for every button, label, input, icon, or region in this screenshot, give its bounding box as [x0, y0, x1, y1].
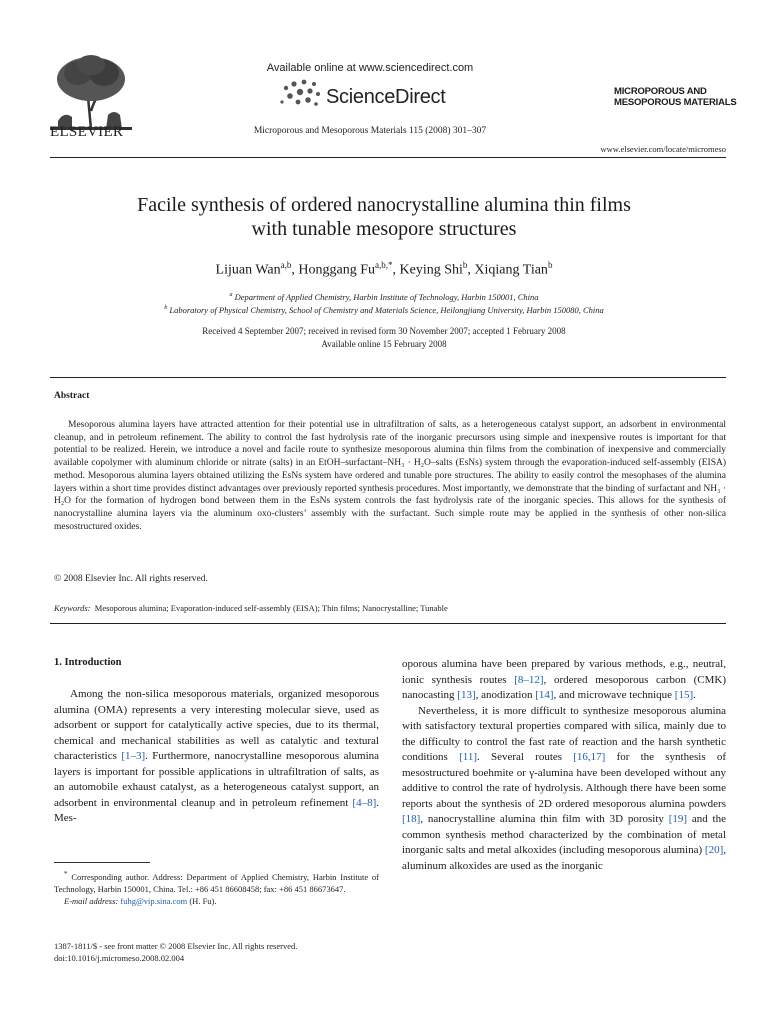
keywords-line: [54, 603, 726, 613]
issn-front-matter: 1387-1811/$ - see front matter © 2008 Elsevier Inc. All rights reserved.: [54, 941, 298, 951]
article-title-line: with tunable mesopore structures: [251, 218, 517, 240]
citation-link[interactable]: [19]: [668, 813, 688, 825]
body-text: . Several routes: [476, 751, 574, 763]
affiliation-text: Laboratory of Physical Chemistry, School of Chemistry and Materials Science, Heilongjiang University, Harbin 150080, China: [169, 305, 604, 315]
author-separator: ,: [392, 262, 400, 278]
author-affiliation-mark: b: [462, 260, 468, 270]
keywords-list: Mesoporous alumina; Evaporation-induced self-assembly (EISA); Thin films; Nanocrystalline; Tunable: [94, 603, 448, 613]
email-suffix: (H. Fu).: [187, 895, 217, 906]
footnote-divider: [54, 862, 150, 863]
journal-title-line: MICROPOROUS AND: [614, 86, 707, 97]
body-text: Among the non-silica mesoporous materials, organized mesoporous alumina (OMA) represents a very interesting molecular sieve, used as adsorbent or support for catalytically active species, due to its thermal, chemical and mechanical stabilities as well as catalytic and textural characteristics: [54, 688, 379, 762]
citation-link[interactable]: [4–8]: [352, 796, 377, 809]
publisher-name: ELSEVIER: [50, 124, 124, 140]
author-affiliation-mark: a,b,*: [375, 260, 393, 270]
affiliation-mark: b: [164, 305, 168, 312]
citation-link[interactable]: [11]: [459, 751, 477, 763]
citation-link[interactable]: [18]: [402, 813, 421, 825]
citation-link[interactable]: [20]: [704, 844, 724, 856]
keywords-label: Keywords:: [54, 603, 91, 613]
available-online-text[interactable]: Available online at www.sciencedirect.com: [266, 62, 474, 74]
affiliation-mark: a: [229, 292, 233, 299]
article-title-line: Facile synthesis of ordered nanocrystalline alumina thin films: [137, 194, 631, 216]
section-heading-introduction: 1. Introduction: [54, 657, 122, 668]
footnote-text: Corresponding author. Address: Department of Applied Chemistry, Harbin Institute of Technology, Harbin 150001, China. Tel.: +86 451 86608458; fax: +86 451 86673647.: [54, 871, 379, 894]
keywords-divider: [50, 623, 726, 624]
abstract-body: Mesoporous alumina layers have attracted attention for their potential use in ultrafiltration of salts, as a heterogeneous catalyst support, an adsorbent in environmental cleanup, and in petroleum refinement. The ability to control the fast hydrolysis rate of the inorganic precursors using simple and inexpensive routes is important for that potential to be realized. Herein, we introduce a novel and facile route to synthesize mesoporous alumina thin films from the combination of inexpensive and commercially available copolymer with aluminum chloride or nitrate (salts) in an EtOH–surfactant–NH₃ · H₂O–salts (EsNs) system through the evaporation-induced self-assembly (EISA) method. Mesoporous alumina layers obtained utilizing the EsNs system have ordered and tunable pore structures. The ability to easily control the mesophases of the alumina layers within a short time provides distinct advantages over previously reported synthesis procedures. Most importantly, we demonstrate that the binding of surfactant and NH₃ · H₂O for the formation of hydrogen bond between them in the EsNs system controls the fast hydrolysis rate of the inorganic species. This allows for the synthesis of nanocrystalline alumina layers via the aluminum oxo-clusters’ assembly with the surfactant. Such simple route may be applied in the synthesis of other non-silica mesostructured oxides.: [54, 420, 726, 532]
affiliation-text: Department of Applied Chemistry, Harbin Institute of Technology, Harbin 150001, China: [234, 292, 539, 302]
doi-line[interactable]: doi:10.1016/j.micromeso.2008.02.004: [54, 953, 185, 963]
body-text: , and microwave technique: [553, 689, 675, 701]
author-name[interactable]: Xiqiang Tian: [474, 262, 548, 278]
header-divider: [50, 157, 726, 158]
abstract-divider: [50, 377, 726, 378]
available-online-date: Available online 15 February 2008: [321, 339, 447, 349]
author-name[interactable]: Lijuan Wan: [215, 262, 281, 278]
footnote-mark: *: [64, 870, 68, 878]
body-text: , anodization: [475, 689, 536, 701]
article-title: [70, 193, 698, 241]
body-text: . Mes-: [54, 796, 379, 824]
author-name[interactable]: Keying Shi: [399, 262, 463, 278]
citation-link[interactable]: [8–12]: [514, 673, 544, 686]
journal-url[interactable]: www.elsevier.com/locate/micromeso: [600, 144, 726, 154]
intro-left-column: [54, 687, 379, 827]
abstract-copyright: © 2008 Elsevier Inc. All rights reserved.: [54, 574, 208, 584]
author-list: [70, 260, 698, 279]
body-text: Nevertheless, it is more difficult to synthesize mesoporous alumina with satisfactory textural properties compared with silica, mainly due to the difficulty to control the fast rate of reaction and the harsh synthetic conditions: [402, 704, 726, 763]
citation-link[interactable]: [15]: [674, 689, 694, 701]
body-text: for the synthesis of mesostructured boehmite or γ-alumina have been developed without any additive to control the rate of hydrolysis. Although there have been some reports about the synthesis of 2D ordered mesoporous alumina powders: [402, 751, 726, 810]
intro-right-column: [402, 657, 726, 874]
body-text: oporous alumina have been prepared by various methods, e.g., neutral, ionic synthesis routes: [402, 658, 726, 686]
body-text: . Furthermore, nanocrystalline mesoporous alumina layers is important for possible applications in ultrafiltration of salts, as an automobile exhaust catalyst, as a heterogeneous catalyst support, an adsorbent in environmental cleanup and in petroleum refinement: [54, 750, 380, 809]
journal-title-block: [614, 86, 754, 108]
corresponding-author-footnote: [54, 868, 379, 907]
citation-link[interactable]: [13]: [457, 689, 476, 701]
journal-title-line: MESOPOROUS MATERIALS: [614, 97, 737, 108]
author-affiliation-mark: a,b: [280, 260, 292, 270]
author-name[interactable]: Honggang Fu: [298, 262, 376, 278]
paragraph: [402, 657, 726, 704]
citation-link[interactable]: [1–3]: [121, 750, 146, 762]
body-text: , aluminum alkoxides are used as the inorganic: [402, 844, 726, 872]
citation-link[interactable]: [14]: [535, 689, 554, 701]
affiliation-a: [70, 292, 698, 302]
received-dates: Received 4 September 2007; received in revised form 30 November 2007; accepted 1 February 2008: [202, 326, 566, 336]
body-text: and the common synthesis method characterized by the combination of metal inorganic salts and metal alkoxides (including mesoporous alumina): [402, 813, 726, 856]
body-text: , nanocrystalline alumina thin film with 3D porosity: [420, 813, 669, 825]
author-separator: ,: [291, 262, 299, 278]
author-affiliation-mark: b: [547, 260, 553, 270]
email-label: E-mail address:: [64, 895, 119, 906]
email-link[interactable]: fuhg@vip.sina.com: [120, 895, 188, 906]
citation-link[interactable]: [16,17]: [573, 751, 606, 763]
paragraph: [402, 704, 726, 875]
body-text: , ordered mesoporous carbon (CMK) nanocasting: [402, 673, 726, 701]
author-separator: ,: [467, 262, 475, 278]
abstract-heading: Abstract: [54, 391, 90, 401]
body-text: .: [693, 689, 696, 701]
journal-citation: Microporous and Mesoporous Materials 115 (2008) 301–307: [253, 126, 487, 136]
sciencedirect-wordmark: ScienceDirect: [326, 86, 446, 108]
affiliation-b: [70, 305, 698, 315]
